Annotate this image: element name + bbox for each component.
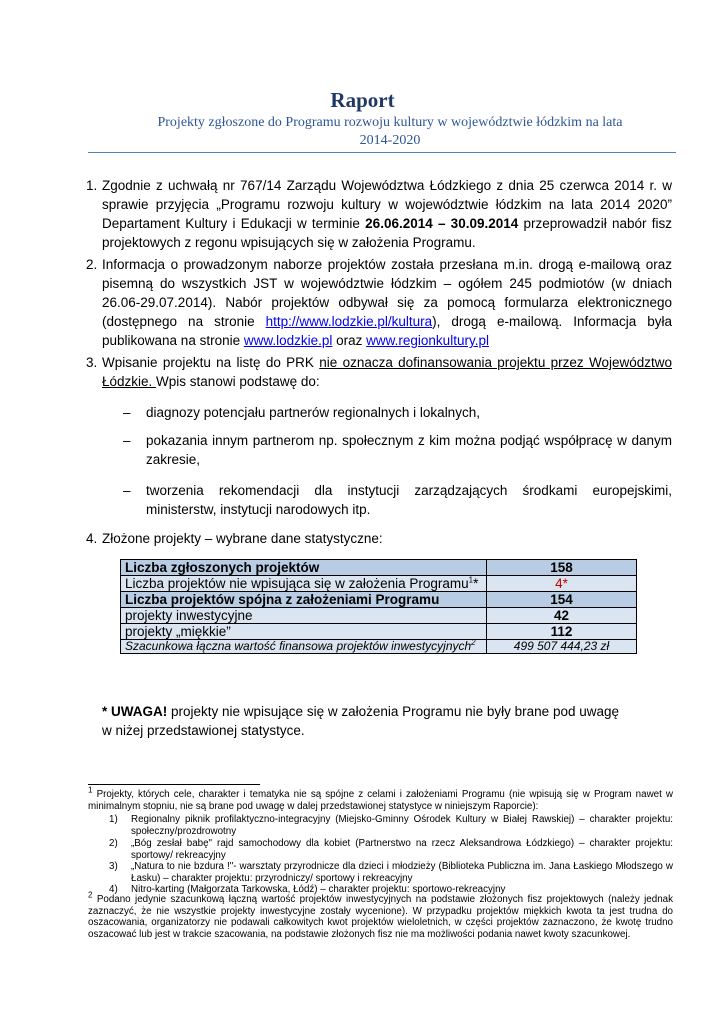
bullet-1-text: diagnozy potencjału partnerów regionalnych i lokalnych, (146, 405, 480, 420)
row-1-value: 158 (487, 560, 637, 576)
footnote-separator (88, 784, 260, 785)
item-1-part-a: Zgodnie z uchwałą nr 767/14 Zarządu Województwa Łódzkiego z dnia 25 czerwca 2014 r. w sprawie przyjęcia „Programu rozwoju kultury w województwie łódzkim na lata 2014 2020” Departament Kultury i Edukacji w terminie (102, 178, 672, 231)
link-lodzkie-kultura[interactable]: http://www.lodzkie.pl/kultura (265, 314, 433, 329)
table-row (121, 592, 637, 608)
item-1-dates: 26.06.2014 – 30.09.2014 (365, 216, 519, 231)
subitem-4-text: Nitro-karting (Małgorzata Tarkowska, Łódź) – charakter projektu: sportowo-rekreacyjny (131, 884, 506, 895)
item-1-text (102, 176, 672, 252)
row-2-value: 4* (487, 576, 637, 592)
link-lodzkie[interactable]: www.lodzkie.pl (243, 333, 333, 348)
subitem-3-text: „Natura to nie bzdura !"- warsztaty przyrodnicze dla dzieci i młodzieży (Biblioteka Publiczna im. Jana Łaskiego Młodszego w Łasku) – charakter projektu: przyrodniczy/ sportowy i rekreacyjny (131, 861, 673, 884)
item-number-3: 3. (86, 355, 98, 370)
footnote-2-mark: 2 (88, 890, 93, 900)
table-row (121, 576, 637, 592)
subitem-1-number: 1) (109, 814, 118, 825)
item-4-text: Złożone projekty – wybrane dane statystyczne: (102, 531, 383, 546)
bullet-dash-2: – (123, 433, 131, 448)
table-row (121, 560, 637, 576)
subitem-3-number: 3) (109, 861, 118, 872)
item-2-part-a: Informacja o prowadzonym naborze projektów została przesłana m.in. drogą e-mailową oraz pisemną do wszystkich JST w województwie łódzkim – ogółem 245 podmiotów (w dniach 26.06-29.07.2014). Nabór projektów odbywał się za pomocą formularza elektronicznego (dostępnego na stronie (102, 257, 672, 329)
footnote-ref-1[interactable]: 1 (468, 575, 474, 585)
item-2-part-b: ), drogą e-mailową. Informacja była publikowana na stronie (102, 314, 672, 348)
row-1-label: Liczba zgłoszonych projektów (121, 560, 487, 576)
row-2-label-text: Liczba projektów nie wpisująca się w założenia Programu (125, 576, 469, 591)
item-number-2: 2. (86, 257, 98, 272)
row-3-label: Liczba projektów spójna z założeniami Programu (121, 592, 487, 608)
footnote-1 (88, 785, 673, 812)
item-1-part-b: przeprowadził nabór fisz projektowych z regonu wpisujących się w założenia Programu. (102, 216, 672, 250)
warning-label: * UWAGA! (102, 704, 168, 719)
row-4-label: projekty inwestycyjne (121, 608, 487, 624)
subtitle-line-1: Projekty zgłoszone do Programu rozwoju kultury w województwie łódzkim na lata (157, 115, 623, 130)
row-6-label-text: Szacunkowa łączna wartość finansowa projektów inwestycyjnych (125, 639, 472, 653)
bullet-3-text: tworzenia rekomendacji dla instytucji zarządzających środkami europejskimi, ministerstw, instytucji narodowych itp. (146, 483, 672, 517)
item-3-part-b: Wpis stanowi podstawę do: (156, 374, 320, 389)
warning-text: projekty nie wpisujące się w założenia Programu nie były brane pod uwagę w niżej przedstawionej statystyce. (102, 704, 619, 738)
footnote-2 (88, 890, 673, 940)
row-6-label (121, 640, 487, 654)
subitem-2-number: 2) (109, 838, 118, 849)
table-row (121, 624, 637, 640)
subtitle-line-2: 2014-2020 (359, 133, 421, 148)
subitem-2-text: „Bóg zesłał babę" rajd samochodowy dla kobiet (Partnerstwo na rzecz Aleksandrowa Łódzkiego) – charakter projektu: sportowy/ rekreacyjny (131, 838, 673, 861)
item-3-text (102, 353, 672, 391)
item-2-text (102, 255, 672, 350)
title-divider (88, 152, 676, 153)
row-2-label (121, 576, 487, 592)
footnote-2-text: Podano jedynie szacunkową łączną wartość projektów inwestycyjnych na podstawie złożonych fisz projektowych (należy jednak zaznaczyć, że nie wszystkie projekty inwestycyjne zostały wycenione). W przypadku projektów miękkich kwota ta jest trudna do oszacowania, organizatorzy nie podawali całkowitych kwot projektów wieloletnich, w części projektów zaznaczono, że kwotę trudno oszacować lub jest w trakcie szacowania, na podstawie złożonych fisz nie ma możliwości podania nawet kwoty szacunkowej. (88, 894, 673, 940)
row-5-label: projekty „miękkie” (121, 624, 487, 640)
subitem-4-number: 4) (109, 884, 118, 895)
row-5-value: 112 (487, 624, 637, 640)
row-3-value: 154 (487, 592, 637, 608)
item-3-underlined: nie oznacza dofinansowania projektu przez Województwo Łódzkie. (102, 355, 672, 389)
table-row (121, 640, 637, 654)
footnote-ref-2[interactable]: 2 (471, 638, 476, 647)
footnote-1-mark: 1 (88, 785, 93, 795)
row-4-value: 42 (487, 608, 637, 624)
statistics-table (120, 559, 637, 654)
item-number-4: 4. (86, 531, 98, 546)
row-2-star: * (473, 576, 479, 591)
footnote-1-text: Projekty, których cele, charakter i tematyka nie są spójne z celami i założeniami Programu (nie wpisują się w Program nawet w minimalnym stopniu, nie są brane pod uwagę w dalej przedstawionej statystyce w niniejszym Raporcie): (88, 789, 673, 812)
bullet-2-text: pokazania innym partnerom np. społecznym z kim można podjąć współpracę w danym zakresie, (146, 433, 672, 467)
bullet-dash-1: – (123, 405, 131, 420)
warning-note (102, 702, 632, 740)
link-regionkultury[interactable]: www.regionkultury.pl (366, 333, 489, 348)
report-subtitle (110, 114, 670, 150)
report-title: Raport (330, 88, 395, 112)
item-2-part-c: oraz (332, 333, 367, 348)
subitem-1-text: Regionalny piknik profilaktyczno-integracyjny (Miejsko-Gminny Ośrodek Kultury w Białej Rawskiej) – charakter projektu: społeczny/prozdrowotny (131, 814, 673, 837)
item-number-1: 1. (86, 178, 98, 193)
row-6-value: 499 507 444,23 zł (487, 640, 637, 654)
bullet-dash-3: – (123, 483, 131, 498)
item-3-part-a: Wpisanie projektu na listę do PRK (102, 355, 320, 370)
table-row (121, 608, 637, 624)
